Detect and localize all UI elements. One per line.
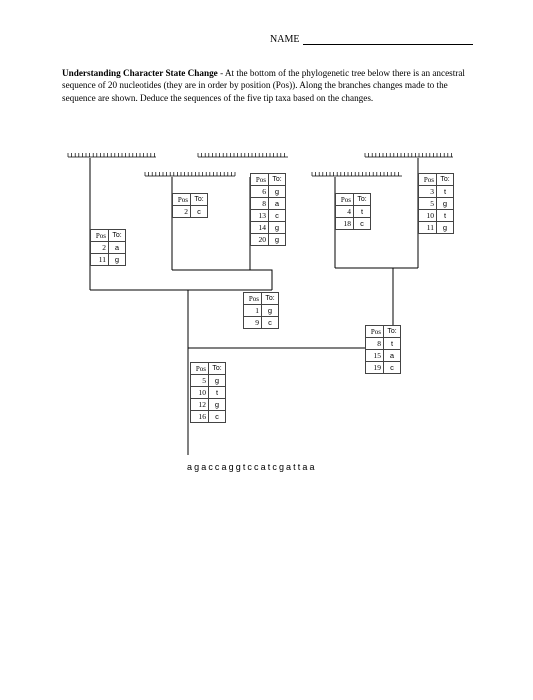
nucleotide-cell: a [269, 198, 286, 210]
table-row [244, 305, 279, 317]
nucleotide-cell: g [269, 222, 286, 234]
position-cell: 18 [336, 218, 354, 230]
change-table-taxon5 [418, 173, 454, 234]
nucleotide-cell: g [209, 375, 226, 387]
nucleotide-cell: c [209, 411, 226, 423]
to-header: To: [209, 363, 226, 375]
pos-header: Pos [244, 293, 262, 305]
table-header-row [336, 194, 371, 206]
nucleotide-cell: c [262, 317, 279, 329]
position-cell: 13 [251, 210, 269, 222]
position-cell: 6 [251, 186, 269, 198]
table-row [251, 222, 286, 234]
position-cell: 8 [251, 198, 269, 210]
table-header-row [419, 174, 454, 186]
position-cell: 14 [251, 222, 269, 234]
pos-header: Pos [251, 174, 269, 186]
to-header: To: [191, 194, 208, 206]
position-cell: 3 [419, 186, 437, 198]
nucleotide-cell: g [269, 186, 286, 198]
nucleotide-cell: t [437, 186, 454, 198]
table-row [251, 186, 286, 198]
table-row [244, 317, 279, 329]
table-row [419, 198, 454, 210]
position-cell: 20 [251, 234, 269, 246]
table-row [251, 210, 286, 222]
table-row [366, 362, 401, 374]
ancestral-sequence: agaccaggtccatcgattaa [187, 462, 317, 472]
instructions-title: Understanding Character State Change [62, 68, 218, 78]
table-header-row [173, 194, 208, 206]
position-cell: 1 [244, 305, 262, 317]
table-row [251, 234, 286, 246]
change-table-taxon2 [172, 193, 208, 218]
table-header-row [91, 230, 126, 242]
table-header-row [191, 363, 226, 375]
nucleotide-cell: c [269, 210, 286, 222]
name-label: NAME [270, 34, 300, 45]
to-header: To: [437, 174, 454, 186]
position-cell: 5 [191, 375, 209, 387]
table-row [336, 218, 371, 230]
pos-header: Pos [173, 194, 191, 206]
table-row [191, 375, 226, 387]
pos-header: Pos [336, 194, 354, 206]
position-cell: 2 [173, 206, 191, 218]
nucleotide-cell: t [437, 210, 454, 222]
position-cell: 19 [366, 362, 384, 374]
table-row [419, 222, 454, 234]
table-row [91, 242, 126, 254]
position-cell: 11 [419, 222, 437, 234]
table-row [191, 387, 226, 399]
change-table-taxon1 [90, 229, 126, 266]
to-header: To: [262, 293, 279, 305]
nucleotide-cell: t [384, 338, 401, 350]
nucleotide-cell: g [437, 198, 454, 210]
position-cell: 11 [91, 254, 109, 266]
nucleotide-cell: a [109, 242, 126, 254]
nucleotide-cell: a [384, 350, 401, 362]
nucleotide-cell: t [354, 206, 371, 218]
nucleotide-cell: c [384, 362, 401, 374]
table-row [419, 210, 454, 222]
pos-header: Pos [366, 326, 384, 338]
nucleotide-cell: c [191, 206, 208, 218]
to-header: To: [109, 230, 126, 242]
table-header-row [244, 293, 279, 305]
change-table-taxon3 [250, 173, 286, 246]
to-header: To: [384, 326, 401, 338]
position-cell: 15 [366, 350, 384, 362]
pos-header: Pos [419, 174, 437, 186]
change-table-internal-a [243, 292, 279, 329]
instructions-body: - At the bottom of the phylogenetic tree below there is an ancestral sequence of 20 nucleotides (they are in order by position (Pos)). Along the branches changes made to the sequence are shown. Deduce the sequences of the five tip taxa based on the changes. [62, 68, 465, 103]
nucleotide-cell: g [109, 254, 126, 266]
change-table-root [190, 362, 226, 423]
nucleotide-cell: t [209, 387, 226, 399]
table-row [366, 338, 401, 350]
position-cell: 4 [336, 206, 354, 218]
pos-header: Pos [191, 363, 209, 375]
to-header: To: [269, 174, 286, 186]
table-header-row [366, 326, 401, 338]
table-row [251, 198, 286, 210]
position-cell: 10 [191, 387, 209, 399]
table-row [173, 206, 208, 218]
change-table-taxon4 [335, 193, 371, 230]
branch-left-clade [90, 290, 188, 348]
table-header-row [251, 174, 286, 186]
branch-taxon2-3 [172, 270, 272, 290]
position-cell: 16 [191, 411, 209, 423]
change-table-internal-b [365, 325, 401, 374]
table-row [91, 254, 126, 266]
nucleotide-cell: g [262, 305, 279, 317]
nucleotide-cell: g [209, 399, 226, 411]
position-cell: 9 [244, 317, 262, 329]
pos-header: Pos [91, 230, 109, 242]
table-row [336, 206, 371, 218]
position-cell: 10 [419, 210, 437, 222]
nucleotide-cell: c [354, 218, 371, 230]
position-cell: 8 [366, 338, 384, 350]
position-cell: 5 [419, 198, 437, 210]
position-cell: 12 [191, 399, 209, 411]
nucleotide-cell: g [437, 222, 454, 234]
table-row [366, 350, 401, 362]
to-header: To: [354, 194, 371, 206]
table-row [191, 399, 226, 411]
table-row [191, 411, 226, 423]
table-row [419, 186, 454, 198]
position-cell: 2 [91, 242, 109, 254]
nucleotide-cell: g [269, 234, 286, 246]
